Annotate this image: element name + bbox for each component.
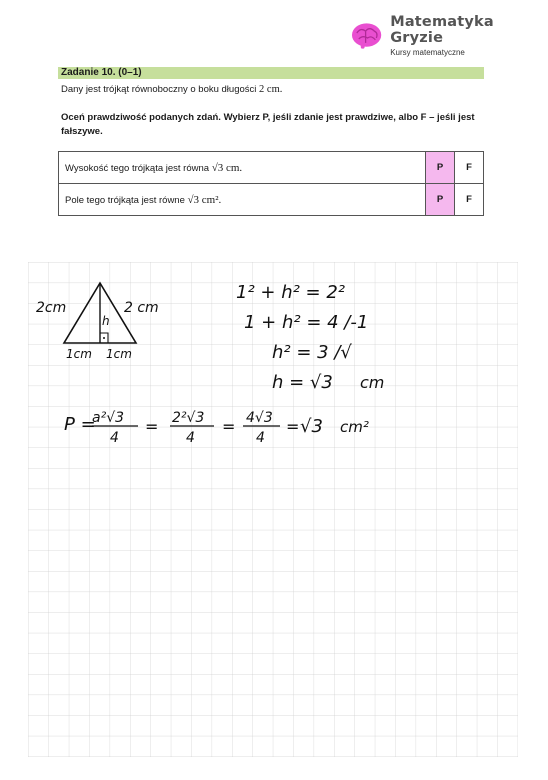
equals-sign: = — [286, 417, 300, 436]
task-side-length: 2 cm. — [259, 84, 283, 95]
statement-text: Pole tego trójkąta jest równe — [65, 194, 185, 206]
area-unit: cm² — [340, 418, 369, 436]
area-step-1-denominator: 4 — [110, 430, 119, 446]
option-p-button[interactable]: P — [426, 184, 455, 216]
area-step-1-numerator: a²√3 — [92, 410, 125, 426]
option-p-button[interactable]: P — [426, 152, 455, 184]
statement-math: √3 cm². — [187, 193, 222, 206]
equation-step-1: 1² + h² = 2² — [236, 282, 346, 303]
task-instruction: Oceń prawdziwość podanych zdań. Wybierz P, jeśli zdanie jest prawdziwe, albo F – jeśli jest fałszywe. — [61, 112, 475, 137]
statement-text: Wysokość tego trójkąta jest równa — [65, 162, 210, 174]
option-f-button[interactable]: F — [455, 152, 484, 184]
option-f-button[interactable]: F — [455, 184, 484, 216]
equation-step-3: h² = 3 /√ — [272, 342, 352, 363]
area-result: √3 — [300, 416, 323, 437]
equation-step-4: h = √3 — [272, 372, 333, 393]
statement-math: √3 cm. — [211, 161, 243, 174]
area-step-2-denominator: 4 — [186, 430, 195, 446]
task-title: Zadanie 10. (0–1) — [61, 67, 142, 78]
triangle-height-label: h — [102, 314, 110, 328]
brand-title: Matematyka Gryzie — [390, 14, 494, 46]
equals-sign: = — [145, 417, 159, 436]
equation-step-2: 1 + h² = 4 /-1 — [244, 312, 369, 333]
equation-step-4-unit: cm — [360, 373, 385, 392]
equals-sign: = — [222, 417, 236, 436]
triangle-side-left: 2cm — [36, 300, 67, 316]
triangle-base-left: 1cm — [66, 347, 92, 361]
area-step-2-numerator: 2²√3 — [172, 410, 205, 426]
area-label: P = — [64, 414, 96, 435]
area-step-3-numerator: 4√3 — [246, 410, 273, 426]
area-step-3-denominator: 4 — [256, 430, 265, 446]
triangle-side-right: 2 cm — [124, 300, 159, 316]
brand-subtitle: Kursy matematyczne — [390, 48, 465, 57]
task-description-text: Dany jest trójkąt równoboczny o boku długości — [61, 84, 257, 95]
triangle-base-right: 1cm — [106, 347, 132, 361]
